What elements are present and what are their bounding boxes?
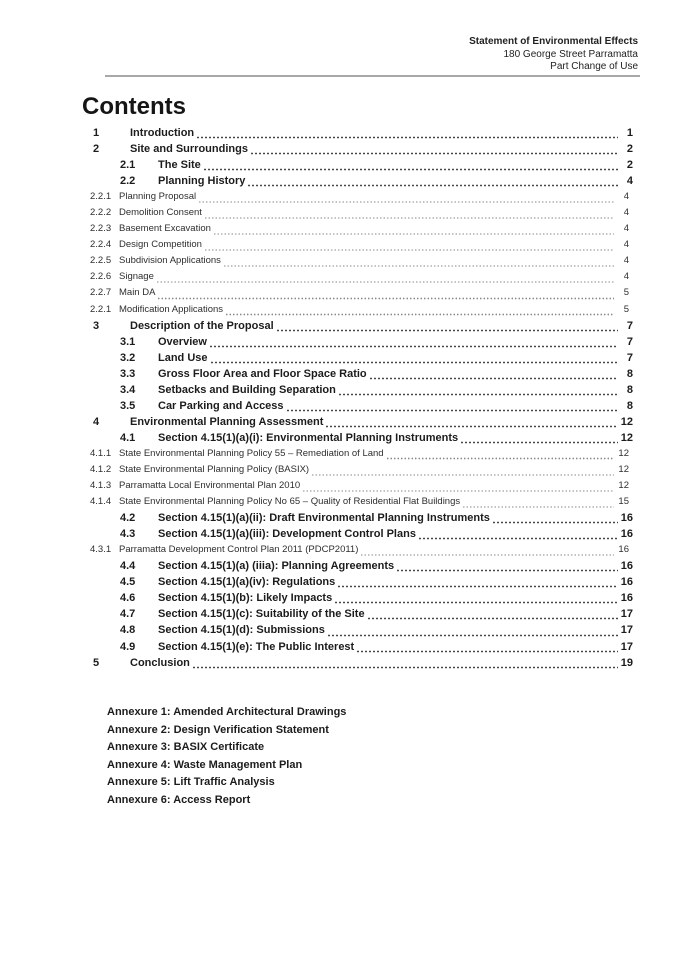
toc-entry-page-number: 16 <box>620 560 633 573</box>
toc-entry-page-number: 16 <box>620 528 633 541</box>
toc-entry-number: 4.4 <box>120 560 136 573</box>
toc-entry-label: Section 4.15(1)(a) (iiia): Planning Agreements <box>158 560 395 573</box>
toc-leader-dots <box>156 281 614 284</box>
toc-entry-page-number: 8 <box>626 399 633 412</box>
toc-entry-label: Section 4.15(1)(b): Likely Impacts <box>158 592 333 605</box>
toc-entry-label: Car Parking and Access <box>158 399 284 412</box>
toc-entry-page-number: 19 <box>620 656 633 669</box>
toc-entry-page-number: 4 <box>623 207 629 219</box>
toc-entry <box>88 143 633 159</box>
toc-entry <box>88 641 633 657</box>
toc-entry <box>88 432 633 448</box>
annexure-item: Annexure 4: Waste Management Plan <box>107 758 303 771</box>
toc-entry-number: 3.3 <box>120 367 136 380</box>
toc-entry-label: Modification Applications <box>119 303 224 315</box>
toc-entry-number: 4.1.1 <box>90 447 112 459</box>
toc-entry-number: 4 <box>93 415 100 428</box>
toc-leader-dots <box>223 265 614 268</box>
toc-entry-page-number: 16 <box>620 576 633 589</box>
toc-entry-page-number: 1 <box>626 127 633 139</box>
toc-entry <box>88 512 633 528</box>
toc-leader-dots <box>204 249 614 252</box>
toc-entry-label: Section 4.15(1)(a)(ii): Draft Environmental Planning Instruments <box>158 512 490 525</box>
toc-entry-page-number: 17 <box>620 608 633 621</box>
toc-entry <box>88 352 633 368</box>
toc-entry-page-number: 5 <box>623 303 629 315</box>
toc-entry-page-number: 12 <box>618 463 629 475</box>
toc-entry-page-number: 4 <box>623 271 629 283</box>
toc-entry-number: 4.6 <box>120 592 136 605</box>
toc-entry-number: 3.2 <box>120 351 136 364</box>
toc-entry-number: 4.1.2 <box>90 463 112 475</box>
toc-entry-label: Parramatta Development Control Plan 2011 (PDCP2011) <box>119 544 359 556</box>
toc-entry-label: Subdivision Applications <box>119 255 221 267</box>
toc-entry-page-number: 12 <box>618 480 629 492</box>
toc-entry-number: 4.1 <box>120 431 136 444</box>
toc-entry-label: The Site <box>158 159 201 172</box>
toc-leader-dots <box>386 457 614 460</box>
toc-entry-page-number: 5 <box>623 287 629 299</box>
toc-entry <box>88 400 633 416</box>
toc-leader-dots <box>327 634 618 637</box>
toc-entry <box>88 544 633 560</box>
toc-leader-dots <box>210 361 618 364</box>
toc-leader-dots <box>367 617 618 620</box>
toc-entry-label: Land Use <box>158 351 208 364</box>
toc-entry-page-number: 7 <box>626 335 633 348</box>
toc-entry-label: Site and Surroundings <box>130 143 248 156</box>
contents-heading: Contents <box>82 93 186 120</box>
toc-entry-label: State Environmental Planning Policy No 65 – Quality of Residential Flat Buildings <box>119 496 461 508</box>
toc-entry-page-number: 4 <box>626 175 633 188</box>
toc-entry-label: Section 4.15(1)(c): Suitability of the Site <box>158 608 365 621</box>
header-address: 180 George Street Parramatta <box>503 48 638 60</box>
header-document-title: Statement of Environmental Effects <box>469 36 638 47</box>
toc-entry <box>88 255 633 271</box>
annexure-item: Annexure 2: Design Verification Statement <box>107 723 329 736</box>
toc-entry-page-number: 4 <box>623 239 629 251</box>
toc-entry-label: Setbacks and Building Separation <box>158 383 336 396</box>
toc-leader-dots <box>198 201 614 204</box>
toc-entry-number: 3.1 <box>120 335 136 348</box>
toc-entry-page-number: 8 <box>626 383 633 396</box>
toc-entry-page-number: 16 <box>618 544 629 556</box>
toc-entry <box>88 496 633 512</box>
toc-leader-dots <box>225 313 614 316</box>
toc-entry <box>88 175 633 191</box>
toc-entry <box>88 657 633 673</box>
toc-entry-label: Main DA <box>119 287 156 299</box>
annexure-item: Annexure 5: Lift Traffic Analysis <box>107 776 275 789</box>
toc-entry-page-number: 12 <box>620 431 633 444</box>
toc-entry-label: Section 4.15(1)(a)(iii): Development Control Plans <box>158 528 416 541</box>
toc-leader-dots <box>311 474 614 477</box>
toc-entry <box>88 223 633 239</box>
toc-leader-dots <box>325 425 617 428</box>
toc-entry-page-number: 17 <box>620 624 633 637</box>
toc-entry-number: 5 <box>93 656 100 669</box>
toc-entry-label: Parramatta Local Environmental Plan 2010 <box>119 480 301 492</box>
toc-entry-number: 2.2.2 <box>90 207 112 219</box>
toc-leader-dots <box>157 297 614 300</box>
toc-entry <box>88 239 633 255</box>
toc-entry-number: 2.1 <box>120 159 136 172</box>
toc-entry <box>88 384 633 400</box>
toc-entry-label: Overview <box>158 335 207 348</box>
toc-entry-label: Description of the Proposal <box>130 319 274 332</box>
toc-leader-dots <box>247 184 618 187</box>
toc-entry-number: 4.3 <box>120 528 136 541</box>
toc-leader-dots <box>337 585 617 588</box>
toc-entry-number: 2 <box>93 143 100 156</box>
toc-entry-label: Gross Floor Area and Floor Space Ratio <box>158 367 367 380</box>
annexure-item: Annexure 3: BASIX Certificate <box>107 741 265 754</box>
toc-leader-dots <box>338 393 618 396</box>
toc-entry-number: 2.2.1 <box>90 303 112 315</box>
toc-leader-dots <box>418 537 618 540</box>
toc-entry-number: 4.8 <box>120 624 136 637</box>
toc-entry-page-number: 2 <box>626 159 633 172</box>
toc-leader-dots <box>196 136 618 139</box>
toc-entry-label: Section 4.15(1)(d): Submissions <box>158 624 325 637</box>
toc-entry-page-number: 15 <box>618 496 629 508</box>
toc-entry-page-number: 4 <box>623 255 629 267</box>
toc-leader-dots <box>356 650 618 653</box>
table-of-contents <box>88 127 633 673</box>
toc-entry-number: 1 <box>93 127 100 139</box>
toc-entry-number: 2.2 <box>120 175 136 188</box>
toc-entry-number: 2.2.5 <box>90 255 112 267</box>
toc-entry <box>88 287 633 303</box>
toc-leader-dots <box>203 168 618 171</box>
toc-entry <box>88 528 633 544</box>
toc-entry-label: Planning History <box>158 175 246 188</box>
toc-leader-dots <box>360 554 614 557</box>
toc-entry-number: 4.7 <box>120 608 136 621</box>
toc-entry-number: 4.9 <box>120 640 136 653</box>
toc-entry-number: 3 <box>93 319 100 332</box>
toc-entry-label: Section 4.15(1)(e): The Public Interest <box>158 640 355 653</box>
toc-leader-dots <box>209 345 618 348</box>
annexure-list <box>107 704 346 810</box>
toc-leader-dots <box>492 521 618 524</box>
toc-leader-dots <box>192 666 618 669</box>
toc-entry-label: Environmental Planning Assessment <box>130 415 324 428</box>
toc-entry <box>88 159 633 175</box>
toc-entry-label: Section 4.15(1)(a)(i): Environmental Planning Instruments <box>158 431 459 444</box>
toc-leader-dots <box>213 233 614 236</box>
toc-entry <box>88 320 633 336</box>
toc-entry-page-number: 12 <box>618 447 629 459</box>
toc-leader-dots <box>460 441 618 444</box>
toc-entry-label: Section 4.15(1)(a)(iv): Regulations <box>158 576 336 589</box>
header-divider-rule <box>105 75 640 77</box>
toc-leader-dots <box>286 409 618 412</box>
toc-leader-dots <box>302 490 614 493</box>
toc-entry <box>88 191 633 207</box>
toc-entry <box>88 271 633 287</box>
toc-entry-label: Demolition Consent <box>119 207 202 219</box>
toc-entry <box>88 368 633 384</box>
toc-entry-page-number: 16 <box>620 592 633 605</box>
toc-entry <box>88 480 633 496</box>
toc-entry-page-number: 12 <box>620 415 633 428</box>
toc-entry-label: Planning Proposal <box>119 191 197 203</box>
toc-entry-number: 3.4 <box>120 383 136 396</box>
toc-entry-number: 2.2.1 <box>90 191 112 203</box>
toc-leader-dots <box>369 377 618 380</box>
toc-entry <box>88 464 633 480</box>
toc-entry-number: 4.5 <box>120 576 136 589</box>
annexure-item: Annexure 6: Access Report <box>107 793 251 806</box>
toc-entry <box>88 127 633 143</box>
toc-entry-number: 2.2.7 <box>90 287 112 299</box>
toc-entry-number: 4.3.1 <box>90 544 112 556</box>
toc-entry <box>88 560 633 576</box>
toc-entry <box>88 416 633 432</box>
toc-entry-label: Conclusion <box>130 656 190 669</box>
toc-leader-dots <box>250 152 618 155</box>
toc-entry-label: State Environmental Planning Policy 55 – Remediation of Land <box>119 447 384 459</box>
toc-entry-number: 3.5 <box>120 399 136 412</box>
toc-entry <box>88 304 633 320</box>
annexure-item: Annexure 1: Amended Architectural Drawings <box>107 706 347 718</box>
toc-entry <box>88 207 633 223</box>
toc-entry-label: State Environmental Planning Policy (BASIX) <box>119 463 310 475</box>
toc-leader-dots <box>396 569 618 572</box>
toc-leader-dots <box>334 601 618 604</box>
toc-entry-number: 4.1.4 <box>90 496 112 508</box>
toc-entry-number: 2.2.3 <box>90 223 112 235</box>
toc-entry-number: 4.2 <box>120 512 136 525</box>
toc-entry-page-number: 7 <box>626 319 633 332</box>
toc-entry-number: 2.2.4 <box>90 239 112 251</box>
toc-entry-number: 2.2.6 <box>90 271 112 283</box>
toc-entry-label: Basement Excavation <box>119 223 211 235</box>
toc-entry-page-number: 16 <box>620 512 633 525</box>
toc-leader-dots <box>276 329 618 332</box>
toc-entry-number: 4.1.3 <box>90 480 112 492</box>
document-header <box>469 36 638 74</box>
toc-entry-label: Design Competition <box>119 239 202 251</box>
toc-entry-label: Introduction <box>130 127 195 139</box>
toc-entry <box>88 592 633 608</box>
toc-entry <box>88 336 633 352</box>
toc-entry-page-number: 7 <box>626 351 633 364</box>
toc-entry-page-number: 17 <box>620 640 633 653</box>
header-subtitle: Part Change of Use <box>550 61 638 72</box>
toc-leader-dots <box>462 506 614 509</box>
toc-entry-page-number: 2 <box>626 143 633 156</box>
toc-entry-page-number: 4 <box>623 223 629 235</box>
toc-entry <box>88 576 633 592</box>
toc-entry <box>88 624 633 640</box>
toc-entry <box>88 608 633 624</box>
toc-entry-label: Signage <box>119 271 154 283</box>
toc-entry-page-number: 8 <box>626 367 633 380</box>
toc-entry-page-number: 4 <box>623 191 629 203</box>
toc-entry <box>88 448 633 464</box>
toc-leader-dots <box>204 217 614 220</box>
